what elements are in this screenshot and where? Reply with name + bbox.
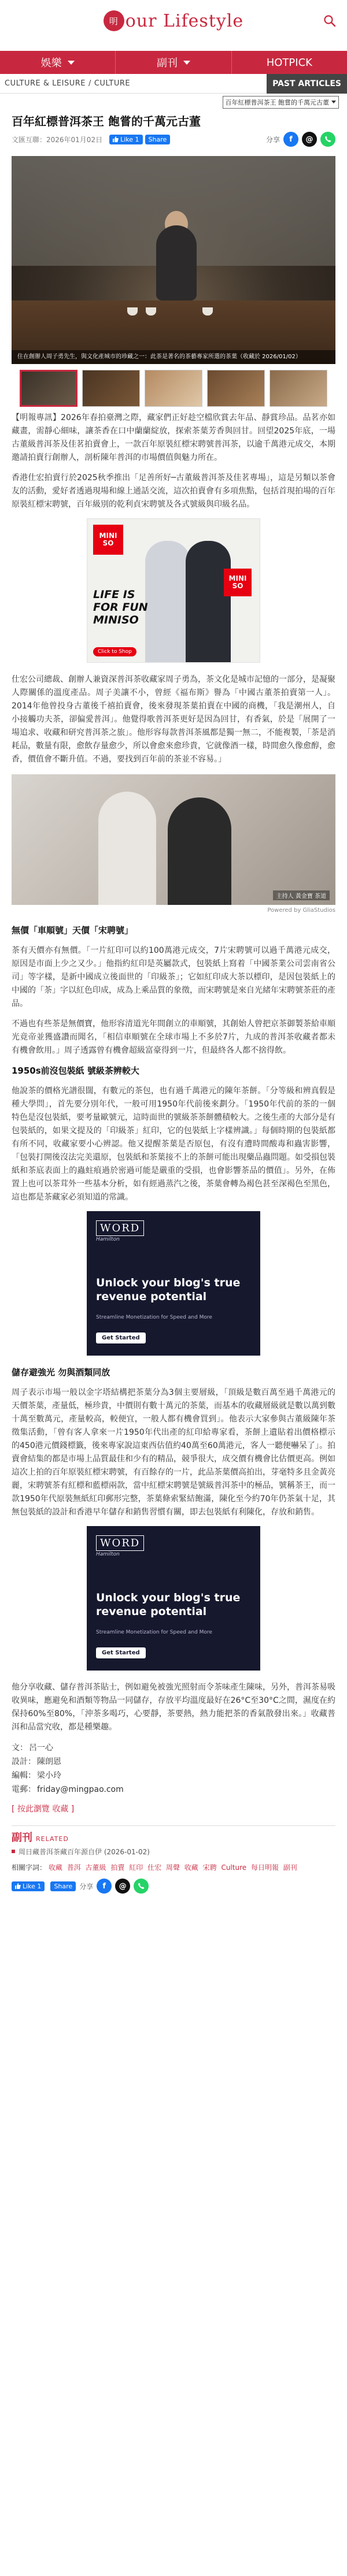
article-body (0, 673, 347, 766)
miniso-logo-line2: SO (232, 582, 243, 590)
site-logo[interactable] (0, 10, 347, 36)
tag-link[interactable]: 拍賣 (110, 1864, 125, 1872)
search-icon (323, 14, 336, 27)
credit-label: 電郵： (12, 1785, 36, 1794)
thumbs-up-icon (113, 136, 119, 142)
ad-tagline-line: FOR FUN (93, 601, 148, 614)
miniso-logo-line2: SO (102, 539, 114, 547)
credit-line (12, 1755, 335, 1769)
nav-item-entertainment[interactable] (0, 51, 116, 74)
ad-headline: Unlock your blog's true revenue potential (96, 1591, 241, 1618)
thumbnail-2[interactable] (82, 370, 140, 407)
ad-tagline (93, 588, 148, 626)
subheading: 無價「車順號」天價「宋聘號」 (12, 925, 134, 936)
breadcrumb-section[interactable]: CULTURE & LEISURE (5, 79, 86, 88)
tea-cup-shape (202, 307, 213, 315)
logo-text: our Lifestyle (125, 10, 244, 31)
share-label: 分享 (265, 135, 280, 144)
nav-item-supplement[interactable] (116, 51, 231, 74)
tag-link[interactable]: 收藏 (184, 1864, 198, 1872)
tea-cup-shape (146, 307, 156, 315)
tag-link[interactable]: 副刊 (283, 1864, 297, 1872)
article-select[interactable]: 百年紅標普洱茶王 飽嘗的千萬元古董 (223, 96, 339, 109)
subheading: 儲存避強光 勿與酒類同放 (12, 1367, 110, 1378)
miniso-logo (93, 525, 123, 555)
chevron-down-icon (183, 61, 190, 65)
article-body (0, 1681, 347, 1734)
chevron-down-icon (68, 61, 75, 65)
thumbnail-5[interactable] (270, 370, 327, 407)
bullet-icon (12, 1850, 15, 1853)
paragraph: 周子表示市場一般以金字塔結構把茶葉分為3個主要層級，「頂級是數百萬至過千萬港元的天價茶葉，產量低，極珍貴，中價則有數十萬元的茶葉，而基本的收藏層級就是數以萬到數十萬至數萬元，產量較高，較便宜，一般人都有機會買到」。他表示大家參與古董級陳年茶徵集活動，「曾有客人拿來一片1950年代出產的紅印給專家看，茶餅上遺貼着出價格標示的450港元價錢標籤，後來專家說這東西估值約40萬至60萬港元，客人一聽便嚇呆了」。拍賣會結集的都是市場上品質最佳和少有的精品，競爭很大，成交價有機會比估價更高。例如這次上拍的百年原裝紅標宋聘號，有百餘存的一片，此品茶葉價高拍出，芽毫特多且金黃亮麗，宋聘號茶有紅標和藍標兩款，當中紅標宋聘號是號級普洱茶中的極品，號稱茶王，而一款1950年代原裝無紙紅印郵形完整，茶葉條索緊結飽滿，陳化至今約70年仍茶氣十足，其無包裝紙的設計和香港早年儲存和銷售習慣有關，即去包裝紙有利陳化，存放和銷售。 (12, 1388, 335, 1517)
advertisement-word[interactable] (87, 1211, 260, 1356)
paragraph: 【明報專訊】2026年春拍臺灣之際，藏家們正好趁空檔欣賞去年品、靜賞珍品。品茗亦如藏畫，需靜心細味，讓茶香在口中蘭蘭綻放，探索茶葉芳香與回甘。回望2025年底，一場古董級普洱茶及佳茗拍賣會上，一款百年原裝紅標宋聘號普洱茶，以逾千萬港元成交，本期邀請拍賣行創辦人，剖析陳年普洱的市場價值與魅力所在。 (12, 413, 335, 462)
logo-badge: 明 (104, 10, 124, 31)
nav-item-label: 娛樂 (40, 57, 62, 69)
paragraph: 仕宏公司總裁、創辦人兼資深普洱茶收藏家周子勇為，茶文化是城市記憶的一部分，是凝聚人際關係的溫度產品。周子美讓不小，曾經《福布斯》譽為「中國古董茶拍賣第一人」。2014年他曾投身古董後千禧拍賣會，後來發現茶葉拍賣在中國的商機，「我是潮州人，自小接觸功夫茶，卻偏愛普洱」。他覺得歌普洱茶更好是因為回甘，有香氣，於是「展開了一場追求、收藏和研究普洱茶之旅」。他形容每款普洱茶風都是獨一無二，不能複製，「茶是消耗品，數量有限，愈飲存量愈少，所以會愈來愈珍貴，它就像酒一樣，時間愈久像愈醇，愈香，價值會不斷升值。不過，要找到百年前的茶並不容易。」 (12, 675, 335, 764)
ad-cta-button[interactable]: Get Started (96, 1332, 146, 1343)
ad-tagline-line: MINISO (93, 614, 139, 626)
ad-tagline-line: LIFE IS (93, 588, 135, 601)
paragraph: 茶有天價亦有無價。「一片紅印可以約100萬港元成交，7片宋聘號可以過千萬港元成交，原因是市面上少之又少。」他指約紅印是英屬款式，包裝紙上寫着「中國茶業公司雲南省公司」等字樣，是新中國成立後面世的「印級茶」；它如紅印成大茶以標印，是因包裝紙上的中國的「茶」字以紅色印成，成為上乘品質的象徵，而宋聘號是來自光緒年宋聘號茶莊的產品。 (12, 946, 335, 1008)
search-button[interactable] (322, 13, 338, 29)
nav-item-hotpick[interactable] (232, 51, 347, 74)
fb-share-button[interactable]: Share (50, 1881, 76, 1891)
breadcrumb (5, 79, 130, 88)
tag-link[interactable]: Culture (221, 1864, 247, 1872)
tags-row (0, 1859, 347, 1876)
word-sub: Hamilton (96, 1551, 120, 1557)
video-person (98, 792, 156, 905)
fb-like-button[interactable] (109, 135, 142, 144)
article-credits (0, 1741, 347, 1816)
ad-cta-button[interactable]: Get Started (96, 1647, 146, 1658)
main-nav (0, 51, 347, 74)
breadcrumb-separator: / (88, 79, 91, 88)
article-select-row (0, 94, 347, 111)
ad-headline: Unlock your blog's true revenue potential (96, 1276, 241, 1303)
hero-person (156, 225, 197, 300)
ad-cta-button[interactable]: Click to Shop (93, 647, 136, 656)
paragraph: 不過也有些茶是無價寶，他形容清道光年間創立的車順號，其創始人曾把京茶御製茶給車順光竟帝並獲盛讚而聞名，「相信車順號在全球市場上不多於7片，九成的普洱茶收藏者都未有機會飲用。」周子透露曾有機會超級富豪得到一片，但最終各人都不捨得飲。 (12, 1019, 335, 1055)
article-body (0, 1366, 347, 1519)
ad-subtext: Streamline Monetization for Speed and More (96, 1630, 212, 1635)
collection-link[interactable]: [ 按此瀏覽 收藏 ] (12, 1805, 75, 1814)
word-logo: WORD (96, 1220, 144, 1236)
nav-item-label: HOTPICK (266, 56, 312, 69)
word-sub: Hamilton (96, 1237, 120, 1242)
miniso-logo-secondary (224, 569, 252, 596)
related-item[interactable] (0, 1844, 347, 1859)
thumbnail-1[interactable] (20, 370, 77, 407)
tag-link[interactable]: 古董級 (85, 1864, 106, 1872)
related-header (12, 1825, 335, 1844)
hero-image (12, 156, 335, 364)
paragraph: 他說茶的價格光譜很闊，有數元的茶包，也有過千萬港元的陳年茶餅。「分等級和辨真假是種大學問」，首先要分別年代，一般可用1950年代前後來劃分。「1950年代前的茶的一個特色是沒包裝紙，要考量歐號元，這時面世的號級茶茶餅體積較大。之後生產的大部分是有包裝紙的，如果文提及的「印級茶」紅印，它的包裝紙上字樣辨識。」每個時期的包裝紙都有所不同，收藏家要小心辨認。他又提醒茶葉是否原包，有沒有遭時間酸毒和蟲害影響，「包裝打開後沒法完美還原，包裝紙和茶葉接不上的茶餅可能出現藥品蟲問題。如受損包裝紙和茶底表面上的蟲蛀痕過於密過可能是嚴重的受損，也會影響茶品的價值」。另外，在佈置上也可以茶茸外一些基本分析，如有經過蒸汽之後，茶葉會轉為褐色甚至深褐色至黑色，這也都是茶藏家必須知道的常識。 (12, 1086, 335, 1202)
credit-line (12, 1783, 335, 1796)
fb-like-label: Like 1 (120, 135, 139, 143)
share-group (266, 132, 335, 147)
credit-label: 編輯： (12, 1771, 36, 1780)
credit-line (12, 1769, 335, 1783)
credit-line (12, 1741, 335, 1755)
fb-like-label: Like 1 (23, 1882, 42, 1890)
fb-like-button[interactable] (12, 1881, 45, 1891)
tea-cup-shape (127, 307, 138, 315)
advertisement-word[interactable] (87, 1526, 260, 1671)
credit-value: 陳朗恩 (37, 1757, 61, 1766)
tag-link[interactable]: 每日明報 (250, 1864, 279, 1872)
tag-link[interactable]: 周聲 (165, 1864, 180, 1872)
nav-item-label: 副刊 (156, 57, 178, 69)
miniso-logo-line1: MINI (99, 532, 117, 540)
tag-link[interactable]: 宋聘 (202, 1864, 217, 1872)
paragraph: 香港仕宏拍賣行於2025秋季推出「足善所好─古董級普洱茶及佳茗專場」，這是另類以茶會友的活動，愛好者透過現場和線上通話交流，這次拍賣會有多項焦點，包括首現拍場的百年原裝紅標宋聘號，百年級別的乾利貞宋聘號及各式號級與印級名品。 (12, 473, 335, 509)
tag-link[interactable]: 普洱 (67, 1864, 81, 1872)
related-title: 副刊 (12, 1832, 32, 1844)
video-label: 主持人 黃金寶 茶道 (273, 890, 330, 900)
phone-icon (137, 1882, 145, 1890)
past-articles-button[interactable] (267, 74, 347, 94)
video-person (168, 797, 231, 905)
whatsapp-share-icon[interactable] (134, 1879, 149, 1894)
credit-value: 梁小玲 (37, 1771, 61, 1780)
ad-model-figure (186, 541, 231, 662)
logo-wordmark (104, 10, 243, 31)
ad-subtext: Streamline Monetization for Speed and More (96, 1315, 212, 1320)
video-player[interactable] (12, 774, 335, 905)
tag-link[interactable]: 紅印 (129, 1864, 143, 1872)
bottom-share-bar (0, 1876, 347, 1905)
article-meta (0, 129, 347, 153)
facebook-share-icon[interactable]: f (97, 1879, 112, 1894)
share-label: 分享 (79, 1882, 94, 1891)
article-date: 文匯互聯：2026年01月02日 (12, 135, 103, 144)
past-articles-label: PAST ARTICLES (272, 79, 341, 88)
breadcrumb-sub[interactable]: CULTURE (94, 79, 131, 88)
whatsapp-share-icon[interactable] (320, 132, 335, 147)
hero-caption: 住在創辦人周子勇先生，與文化產城市的珍藏之一：此茶是著名的茶藝專家所選的茶葉（收藏於 2026/01/02） (12, 350, 335, 364)
phone-icon (324, 135, 332, 143)
related-item-text: 周日藏普洱茶藏百年源自伊 (2026-01-02) (19, 1848, 150, 1856)
tag-link[interactable]: 收藏 (48, 1864, 62, 1872)
subheading: 1950s前沒包裝紙 號級茶辨較大 (12, 1066, 139, 1076)
facebook-share-icon[interactable]: f (283, 132, 298, 147)
thumbs-up-icon (15, 1883, 21, 1889)
threads-share-icon[interactable]: @ (302, 132, 317, 147)
article-body (0, 924, 347, 1204)
threads-share-icon[interactable]: @ (115, 1879, 130, 1894)
advertisement-miniso[interactable] (87, 518, 260, 663)
credit-label: 設計： (12, 1757, 36, 1766)
miniso-logo-line1: MINI (228, 574, 247, 582)
breadcrumb-row (0, 74, 347, 94)
thumbnail-strip (0, 364, 347, 411)
fb-share-button[interactable]: Share (145, 135, 171, 144)
credit-value: 呂一心 (29, 1743, 53, 1753)
article-body (0, 411, 347, 511)
tags-label: 相關字詞： (12, 1864, 47, 1872)
thumbnail-4[interactable] (207, 370, 265, 407)
word-logo: WORD (96, 1535, 144, 1551)
ad-model-figure (145, 541, 190, 662)
site-header (0, 0, 347, 51)
thumbnail-3[interactable] (145, 370, 202, 407)
related-title-en: RELATED (36, 1835, 69, 1843)
tag-link[interactable]: 仕宏 (147, 1864, 162, 1872)
video-powered-by: Powered by GliaStudios (267, 907, 335, 914)
credit-label: 文： (12, 1743, 28, 1753)
article-title: 百年紅標普洱茶王 飽嘗的千萬元古董 (12, 114, 201, 128)
paragraph: 他分享收藏、儲存普洱茶貼士，例如避免被強光照射而令茶味產生陳味，另外，普洱茶易吸收異味，應避免和酒類等物品一同儲存，存放平均溫度最好在26°C至30°C之間，濕度在約保持60%至80%，「沖茶多喝巧，心要靜，茶要熱，熱力能把茶的香氣散發出來。」收藏普洱和品當究收，都是種樂趣。 (12, 1683, 335, 1732)
email-link[interactable]: friday@mingpao.com (37, 1785, 124, 1794)
